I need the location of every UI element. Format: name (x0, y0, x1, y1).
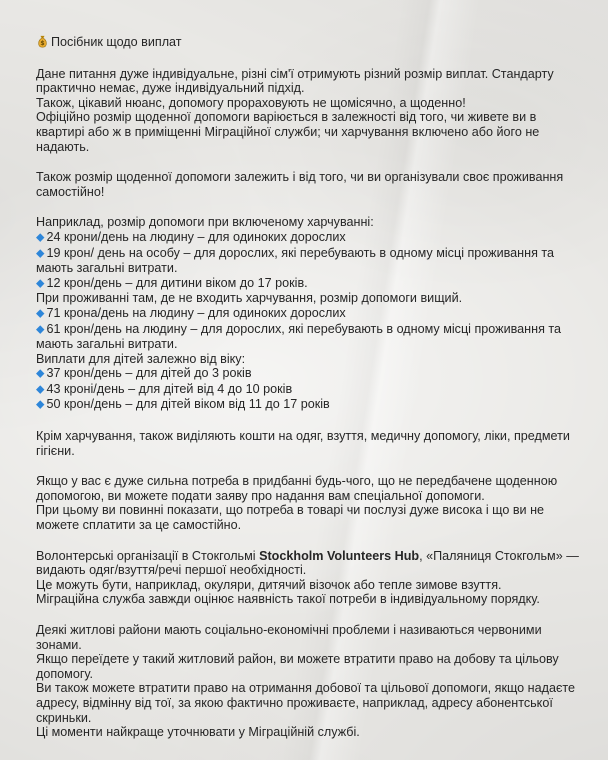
volunteers-post-text: , «Паляниця Стокгольм» — видають одяг/взуття/речі першої необхідності. (36, 548, 579, 578)
text-line: Це можуть бути, наприклад, окуляри, дитячий візочок або тепле зимове взуття. (36, 577, 502, 592)
svg-text:$: $ (40, 39, 45, 47)
diamond-bullet-icon: ◆ (36, 383, 45, 396)
rate-text: 61 крон/день на людину – для дорослих, які перебувають в одному місці проживання та мають загальні витрати. (36, 321, 562, 352)
rate-text: 19 крон/ день на особу – для дорослих, які перебувають в одному місці проживання та мають загальні витрати. (36, 245, 555, 276)
rate-text: 71 крона/день на людину – для одиноких дорослих (46, 305, 346, 320)
text-line: При цьому ви повинні показати, що потреба в товарі чи послузі дуже висока і що ви не можете сплатити за це самостійно. (36, 503, 545, 533)
text-line: Ці моменти найкраще уточнювати у Міграційній службі. (36, 725, 360, 740)
text-line: Виплати для дітей залежно від віку: (36, 351, 246, 366)
document-title (36, 35, 579, 50)
text-line: Також, цікавий нюанс, допомогу прораховують не щомісячно, а щоденно! (36, 95, 466, 110)
text-line: Міграційна служба завжди оцінює наявність такої потреби в індивідуальному порядку. (36, 592, 540, 607)
text-line: Дане питання дуже індивідуальне, різні сім'ї отримують різний розмір виплат. Стандарту практично немає, дуже індивідуальний підхід. (36, 66, 554, 96)
diamond-bullet-icon: ◆ (36, 307, 45, 320)
document-title-text: Посібник щодо виплат (51, 35, 182, 49)
text-line: Крім харчування, також виділяють кошти на одяг, взуття, медичну допомогу, ліки, предмети гігієни. (36, 429, 570, 458)
rate-text: 50 крон/день – для дітей віком від 11 до 17 років (46, 397, 330, 412)
volunteers-hub-name: Stockholm Volunteers Hub (259, 548, 420, 563)
text-line: Якщо у вас є дуже сильна потреба в придбанні будь-чого, що не передбачене щоденною допомогою, ви можете подати заяву про надання вам спеціальної допомоги. (36, 474, 558, 503)
red-zones-block (36, 623, 579, 740)
text-line: Якщо переїдете у такий житловий район, ви можете втратити право на добову та цільову допомогу. (36, 652, 559, 681)
diamond-bullet-icon: ◆ (36, 231, 45, 244)
diamond-bullet-icon: ◆ (36, 323, 45, 335)
text-line: Ви також можете втратити право на отримання добової та цільової допомоги, якщо надаєте адресу, відмінну від тої, за якою фактично проживаєте, наприклад, адресу абонентської скриньки. (36, 681, 576, 725)
rate-line (36, 366, 579, 382)
intro-block (36, 67, 579, 155)
rate-text: 24 крони/день на людину – для одиноких дорослих (46, 229, 346, 244)
rate-line (36, 276, 579, 292)
volunteers-pre-text: Волонтерські організації в Стокгольмі (36, 548, 260, 563)
text-line: При проживанні там, де не входить харчування, розмір допомоги вищий. (36, 291, 463, 306)
text-line: Також розмір щоденної допомоги залежить і від того, чи ви організували своє проживання самостійно! (36, 170, 564, 199)
text-line: Офіційно розмір щоденної допомоги варіюється в залежності від того, чи живете ви в квартирі або ж в приміщенні Міграційної служби; чи харчування включено або його не надають. (36, 110, 540, 154)
rate-text: 43 кроні/день – для дітей від 4 до 10 років (46, 381, 293, 396)
rate-line (36, 306, 579, 322)
rate-line (36, 230, 579, 246)
rate-line (36, 246, 579, 276)
volunteers-block (36, 549, 579, 607)
daily-rates-block (36, 215, 579, 413)
rate-text: 37 крон/день – для дітей до 3 років (46, 366, 252, 381)
rate-line (36, 397, 579, 413)
rate-line (36, 322, 579, 352)
text-line (36, 549, 579, 578)
diamond-bullet-icon: ◆ (36, 277, 45, 290)
special-aid-block (36, 474, 579, 532)
self-arranged-housing-block (36, 170, 579, 199)
diamond-bullet-icon: ◆ (36, 367, 45, 380)
money-bag-icon (36, 35, 49, 50)
rate-line (36, 382, 579, 398)
diamond-bullet-icon: ◆ (36, 247, 45, 260)
rate-text: 12 крон/день – для дитини віком до 17 років. (46, 275, 308, 290)
text-line: Наприклад, розмір допомоги при включеному харчуванні: (36, 215, 374, 230)
diamond-bullet-icon: ◆ (36, 398, 45, 411)
other-costs-block (36, 429, 579, 458)
text-line: Деякі житлові райони мають соціально-економічні проблеми і називаються червоними зонами. (36, 623, 542, 652)
